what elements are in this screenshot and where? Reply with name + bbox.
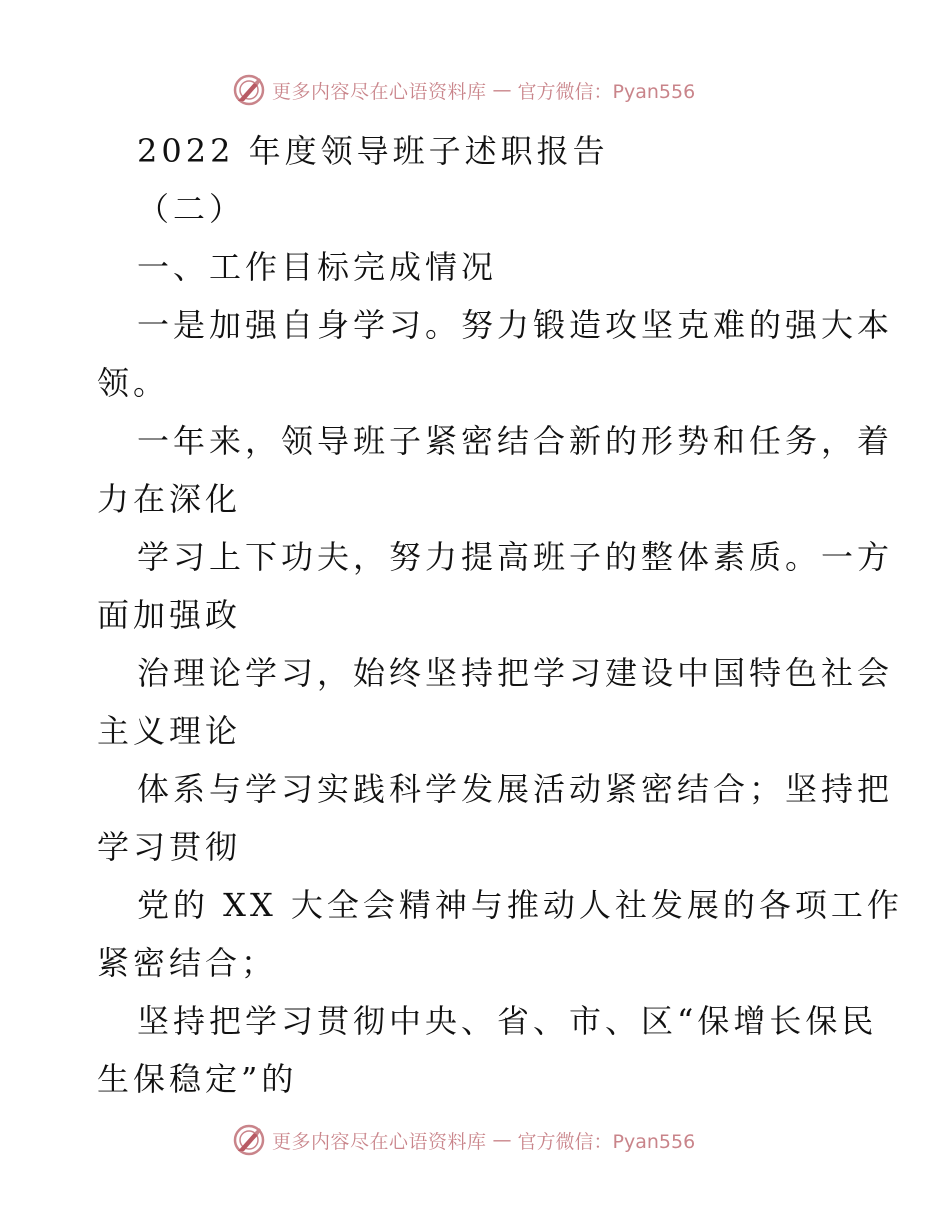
footer-watermark xyxy=(232,1120,695,1160)
watermark-contact: 官方微信：Pyan556 xyxy=(517,1130,696,1153)
paragraph-line: 学习贯彻 xyxy=(97,828,242,866)
paragraph-line: 生保稳定”的 xyxy=(97,1060,298,1098)
pen-seal-icon xyxy=(232,1123,266,1157)
paragraph-line: 面加强政 xyxy=(97,596,242,634)
paragraph-line: 一是加强自身学习。努力锻造攻坚克难的强大本 xyxy=(137,306,894,344)
watermark-text: 更多内容尽在心语资料库 xyxy=(272,1130,487,1153)
paragraph-line: 一年来，领导班子紧密结合新的形势和任务，着 xyxy=(137,422,894,460)
paragraph-line: 治理论学习，始终坚持把学习建设中国特色社会 xyxy=(137,654,894,692)
paragraph-line: 坚持把学习贯彻中央、省、市、区“保增长保民 xyxy=(137,1002,878,1040)
document-body xyxy=(97,122,903,1108)
paragraph-line: 领。 xyxy=(97,364,170,402)
paragraph-line: 体系与学习实践科学发展活动紧密结合；坚持把 xyxy=(137,770,894,808)
document-title: 2022 年度领导班子述职报告 xyxy=(137,132,609,170)
watermark-separator: — xyxy=(492,1129,512,1151)
document-subtitle: （二） xyxy=(137,190,246,228)
section-heading: 一、工作目标完成情况 xyxy=(137,248,498,286)
paragraph-line: 党的 XX 大全会精神与推动人社发展的各项工作 xyxy=(137,886,903,924)
watermark-text: 更多内容尽在心语资料库 xyxy=(272,80,487,103)
paragraph-line: 力在深化 xyxy=(97,480,242,518)
header-watermark xyxy=(232,70,695,110)
pen-seal-icon xyxy=(232,73,266,107)
watermark-separator: — xyxy=(492,79,512,101)
paragraph-line: 紧密结合； xyxy=(97,944,278,982)
paragraph-line: 学习上下功夫，努力提高班子的整体素质。一方 xyxy=(137,538,894,576)
paragraph-line: 主义理论 xyxy=(97,712,242,750)
watermark-contact: 官方微信：Pyan556 xyxy=(517,80,696,103)
